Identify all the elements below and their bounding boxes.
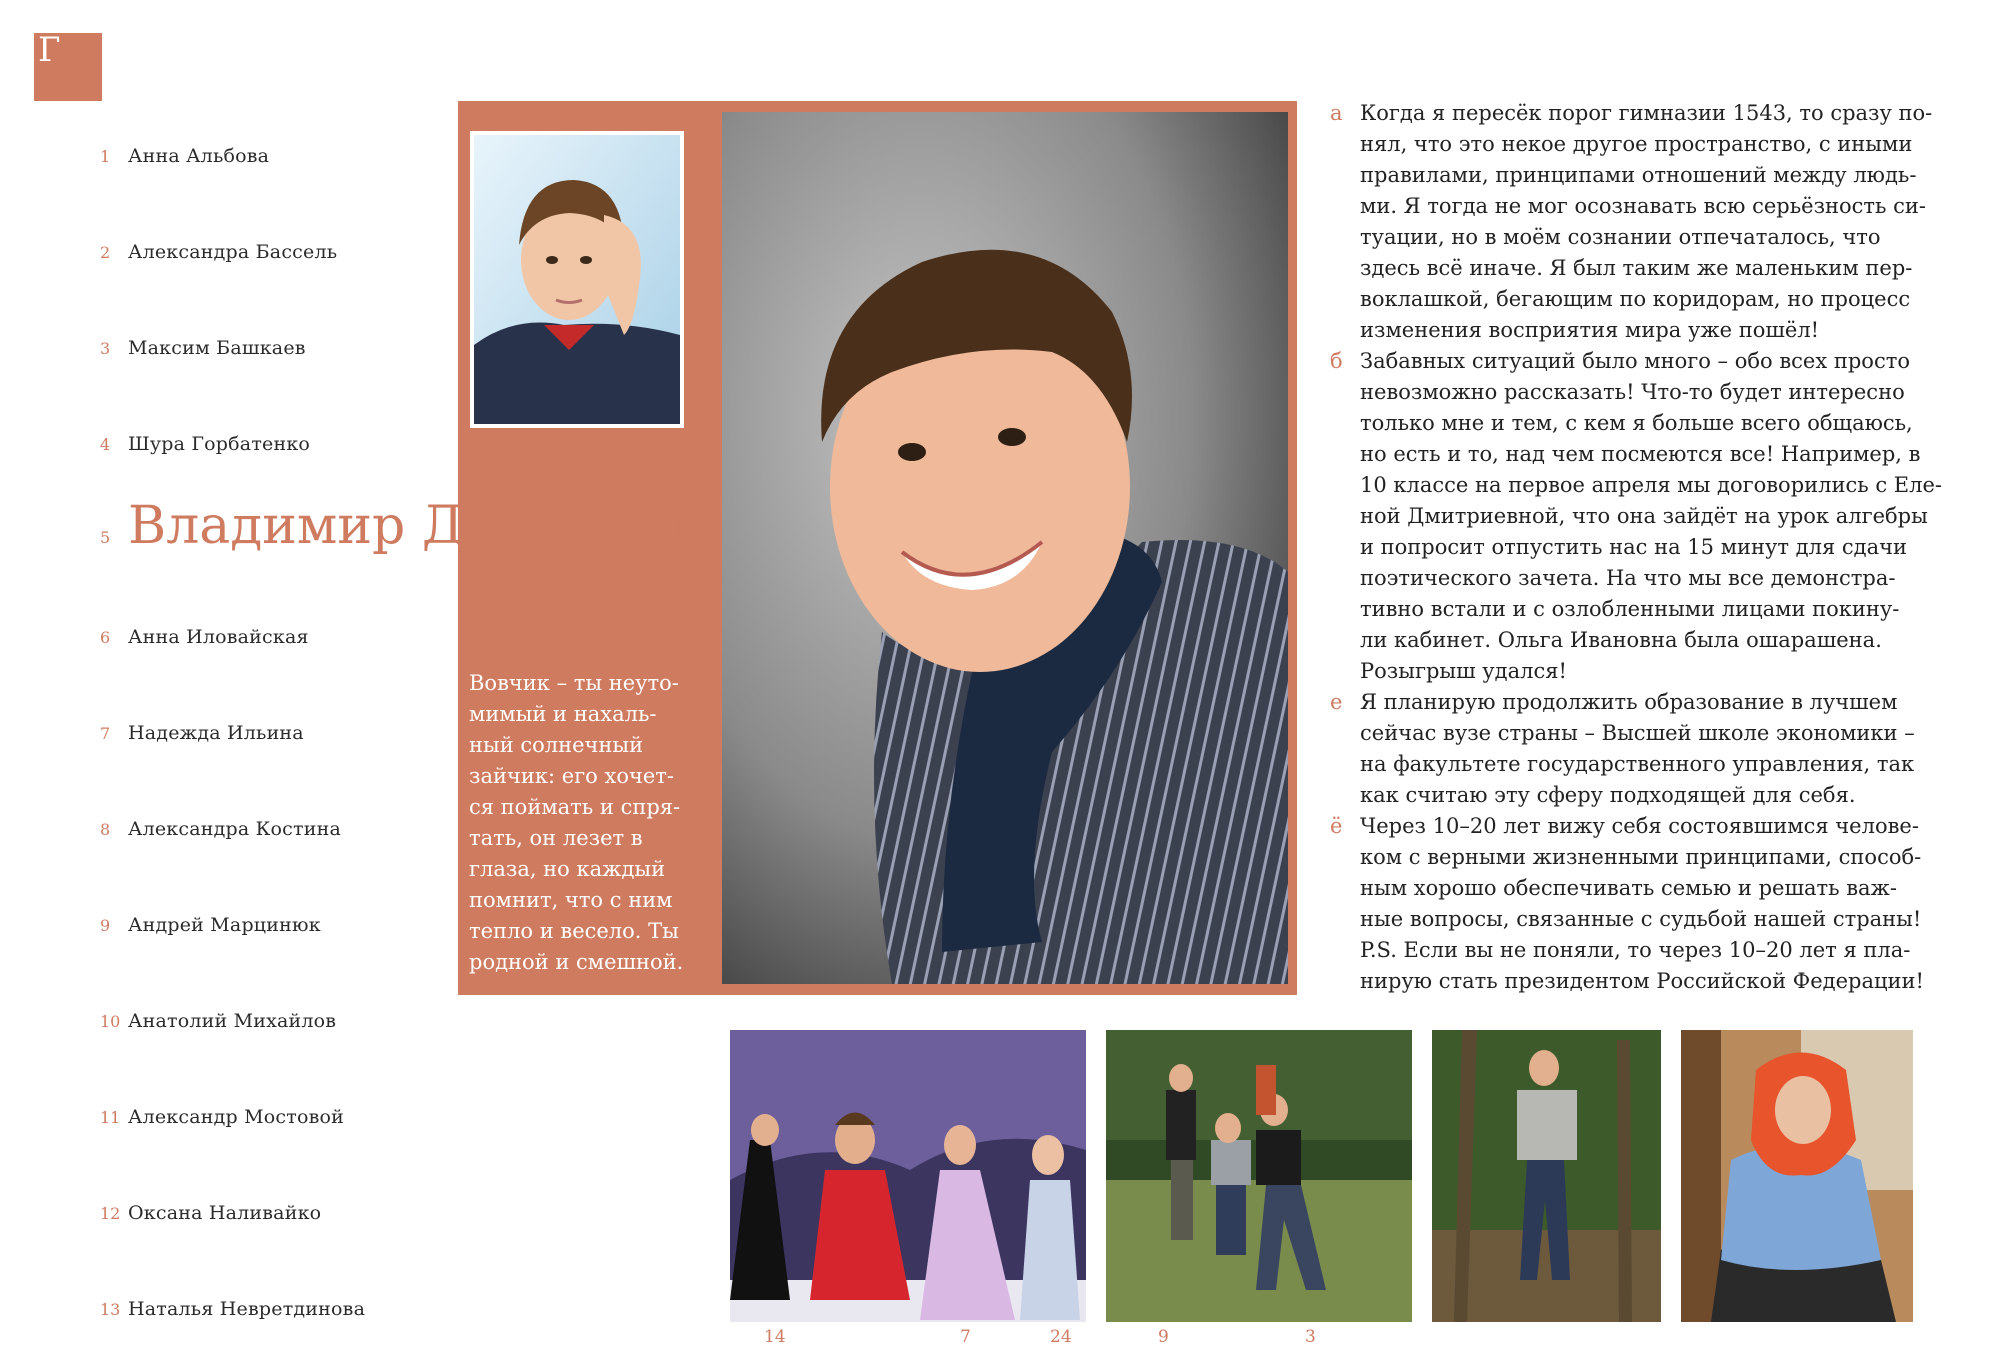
roster-number: 12 [100, 1204, 121, 1223]
roster-number: 8 [100, 820, 111, 839]
answer-marker: е [1330, 690, 1343, 714]
childhood-photo [474, 135, 680, 424]
roster-number: 13 [100, 1300, 121, 1319]
answer-line: ком с верными жизненными принципами, способ- [1360, 845, 1922, 869]
answer-block [1330, 98, 1933, 346]
roster-item [100, 1202, 321, 1242]
answer-marker: б [1330, 349, 1343, 373]
roster-number: 9 [100, 916, 111, 935]
roster-item [100, 337, 306, 377]
caption-line: тать, он лезет в [469, 826, 643, 850]
answer-line: Забавных ситуаций было много – обо всех просто [1360, 349, 1910, 373]
caption-line: ся поймать и спря- [469, 795, 681, 819]
answers-column [1330, 98, 1942, 997]
answer-text [1360, 346, 1942, 687]
answer-line: туации, но в моём сознании отпечаталось, что [1360, 225, 1881, 249]
caption-line: мимый и нахаль- [469, 702, 657, 726]
roster-name: Шура Горбатенко [128, 433, 311, 455]
roster-name: Наталья Невретдинова [128, 1298, 366, 1320]
section-letter-mark [34, 33, 102, 101]
roster-name: Александр Мостовой [128, 1106, 344, 1128]
roster-item [100, 145, 269, 185]
answer-line: поэтического зачета. На что мы все демонстра- [1360, 566, 1896, 590]
answer-line: только мне и тем, с кем я больше всего общаюсь, [1360, 411, 1913, 435]
caption-line: тепло и весело. Ты [469, 919, 679, 943]
roster-name: Максим Башкаев [128, 337, 306, 359]
student-characterization [469, 668, 699, 978]
roster-item [100, 722, 304, 762]
caption-line: ный солнечный [469, 733, 644, 757]
roster-item [100, 818, 341, 858]
roster-number: 5 [100, 528, 111, 547]
answer-line: 10 классе на первое апреля мы договорились с Еле- [1360, 473, 1942, 497]
answer-line: Когда я пересёк порог гимназии 1543, то сразу по- [1360, 101, 1933, 125]
answer-line: нирую стать президентом Российской Федерации! [1360, 969, 1924, 993]
roster-item [100, 914, 321, 954]
roster-name: Оксана Наливайко [128, 1202, 322, 1224]
photo-label: 14 [764, 1327, 786, 1347]
caption-line: родной и смешной. [469, 950, 684, 974]
answer-line: нял, что это некое другое пространство, с иными [1360, 132, 1913, 156]
answer-line: тивно встали и с озлобленными лицами покину- [1360, 597, 1900, 621]
answer-line: на факультете государственного управления, так [1360, 752, 1915, 776]
roster-number: 1 [100, 147, 111, 166]
roster-item [100, 433, 310, 473]
answer-line: ми. Я тогда не мог осознавать всю серьёзность си- [1360, 194, 1927, 218]
answer-line: как считаю эту сферу подходящей для себя. [1360, 783, 1856, 807]
answer-line: правилами, принципами отношений между людь- [1360, 163, 1917, 187]
gallery-photo-forest [1432, 1030, 1661, 1322]
answer-line: здесь всё иначе. Я был таким же маленьким пер- [1360, 256, 1913, 280]
roster-name: Анна Альбова [128, 145, 270, 167]
photo-label: 7 [960, 1327, 971, 1347]
roster-number: 11 [100, 1108, 121, 1127]
roster-name: Андрей Марцинюк [128, 914, 321, 936]
roster-name: Анна Иловайская [128, 626, 309, 648]
answer-marker: а [1330, 101, 1343, 125]
answer-line: и попросит отпустить нас на 15 минут для сдачи [1360, 535, 1907, 559]
answer-line: Я планирую продолжить образование в лучшем [1360, 690, 1898, 714]
answer-text [1360, 98, 1933, 346]
answer-text [1360, 811, 1930, 997]
roster-name: Александра Костина [128, 818, 341, 840]
answer-line: ной Дмитриевной, что она зайдёт на урок алгебры [1360, 504, 1928, 528]
photo-label: 9 [1158, 1327, 1169, 1347]
roster-item [100, 1298, 365, 1338]
answer-block [1330, 687, 1930, 811]
roster-name: Анатолий Михайлов [128, 1010, 337, 1032]
roster-number: 10 [100, 1012, 121, 1031]
answer-marker: ё [1330, 814, 1343, 838]
answer-line: ные вопросы, связанные с судьбой нашей страны! [1360, 907, 1922, 931]
main-portrait-photo [722, 112, 1288, 984]
photo-label: 24 [1050, 1327, 1072, 1347]
featured-student-name: Владимир Дробижев [128, 496, 703, 556]
answer-block [1330, 346, 1942, 687]
roster-name: Александра Бассель [128, 241, 338, 263]
answer-line: Розыгрыш удался! [1360, 659, 1567, 683]
roster-item [100, 1106, 344, 1146]
roster-item [100, 1010, 336, 1050]
caption-line: зайчик: его хочет- [469, 764, 674, 788]
section-letter: Г [38, 33, 61, 70]
gallery-photo-headscarf [1681, 1030, 1913, 1322]
roster-item [100, 626, 309, 666]
answer-line: невозможно рассказать! Что-то будет интересно [1360, 380, 1905, 404]
photo-label: 3 [1305, 1327, 1316, 1347]
answer-line: P.S. Если вы не поняли, то через 10–20 лет я пла- [1360, 938, 1911, 962]
roster-number: 3 [100, 339, 111, 358]
answer-line: воклашкой, бегающим по коридорам, но процесс [1360, 287, 1911, 311]
roster-item [100, 241, 337, 281]
roster-name: Надежда Ильина [128, 722, 304, 744]
answer-line: ли кабинет. Ольга Ивановна была ошарашена. [1360, 628, 1882, 652]
answer-line: сейчас вузе страны – Высшей школе экономики – [1360, 721, 1915, 745]
answer-line: ным хорошо обеспечивать семью и решать важ- [1360, 876, 1897, 900]
answer-block [1330, 811, 1930, 997]
caption-line: помнит, что с ним [469, 888, 673, 912]
caption-line: Вовчик – ты неуто- [469, 671, 679, 695]
gallery-photo-outdoor-game [1106, 1030, 1412, 1322]
answer-line: изменения восприятия мира уже пошёл! [1360, 318, 1820, 342]
roster-number: 6 [100, 628, 111, 647]
roster-number: 4 [100, 435, 111, 454]
answer-text [1360, 687, 1930, 811]
roster-item-featured [100, 496, 703, 566]
answer-line: но есть и то, над чем посмеются все! Например, в [1360, 442, 1921, 466]
caption-line: глаза, но каждый [469, 857, 666, 881]
roster-number: 2 [100, 243, 111, 262]
answer-line: Через 10–20 лет вижу себя состоявшимся челове- [1360, 814, 1919, 838]
roster-number: 7 [100, 724, 111, 743]
gallery-photo-stage-play [730, 1030, 1086, 1322]
